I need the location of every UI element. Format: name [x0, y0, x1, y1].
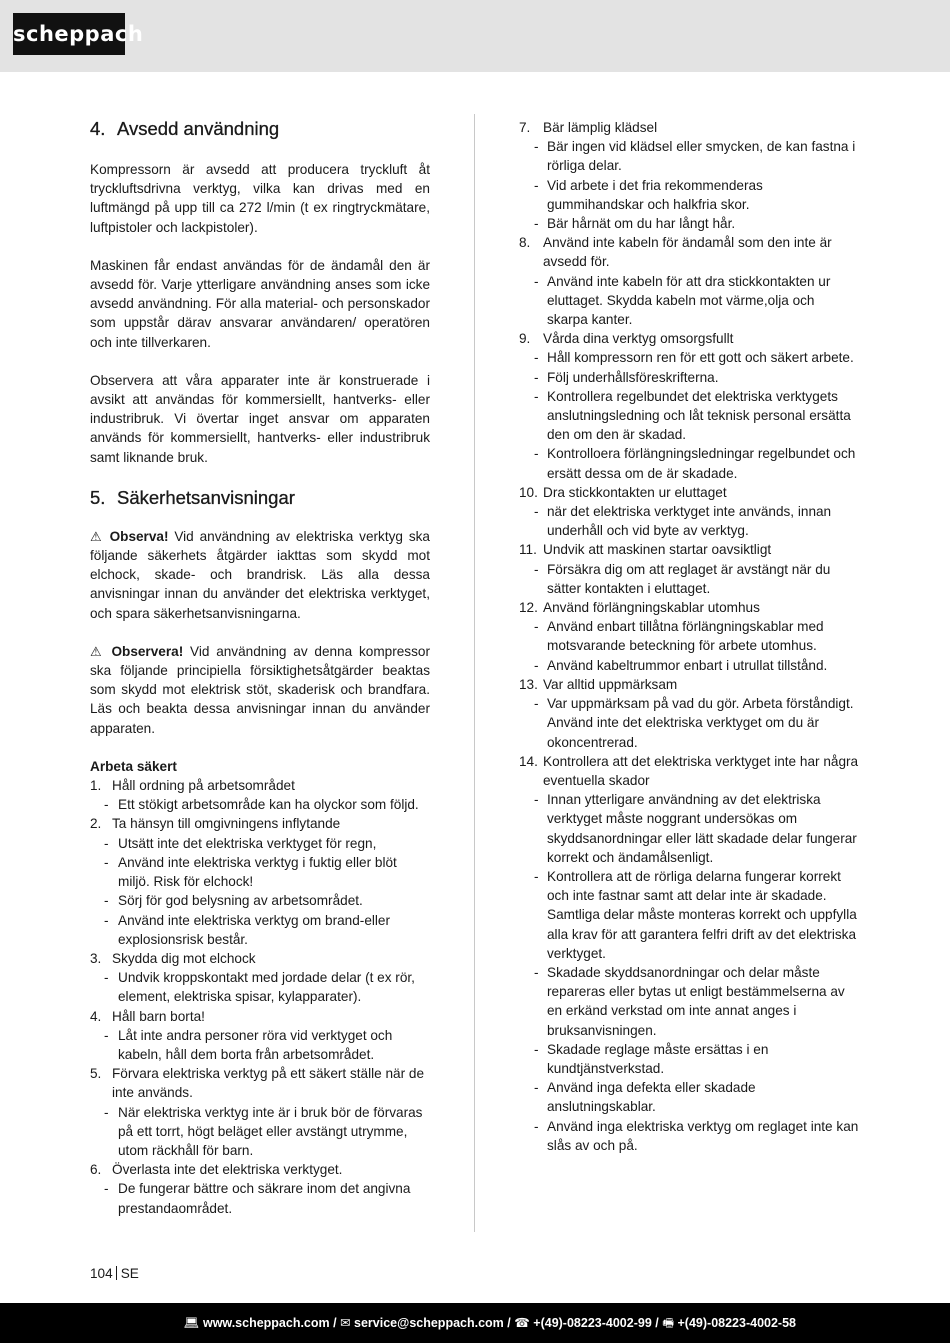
page-separator [116, 1266, 117, 1280]
list-item-number: 10. [519, 484, 538, 500]
warning-paragraph: ⚠ Observera! Vid användning av denna kompressor ska följande principiella försiktighetsåtgärder beaktas som skydd mot elektrisk stöt, skaderisk och brandfara. Läs och beakta dessa anvisningar innan du använder apparaten. [90, 643, 430, 736]
dash-bullet: - [534, 964, 539, 980]
sub-item [519, 867, 859, 963]
sub-item-text: Använd inte kabeln för att dra stickkontakten ur eluttaget. Skydda kabeln mot värme,olja och skarpa kanter. [547, 273, 831, 328]
sub-item-text: Var uppmärksam på vad du gör. Arbeta förståndigt. Använd inte det elektriska verktyget om du är okoncentrerad. [547, 696, 854, 750]
dash-bullet: - [534, 1080, 539, 1096]
email-link[interactable]: service@scheppach.com [354, 1316, 504, 1330]
sub-item [519, 368, 859, 387]
list-item-number: 4. [90, 1008, 102, 1024]
sub-item-text: De fungerar bättre och säkrare inom det angivna prestandaområdet. [118, 1181, 411, 1216]
sub-item [90, 968, 430, 1006]
list-item [90, 949, 430, 968]
right-column [519, 118, 859, 1155]
sub-item [519, 272, 859, 330]
dash-bullet: - [534, 139, 539, 155]
list-item [519, 233, 859, 271]
list-item-text: Kontrollera att det elektriska verktyget inte har några eventuella skador [543, 753, 859, 788]
sub-item [519, 1078, 859, 1116]
sub-item-text: Låt inte andra personer röra vid verktyget och kabeln, håll dem borta från arbetsområdet. [118, 1027, 393, 1062]
list-item [90, 1064, 430, 1102]
dash-bullet: - [534, 696, 539, 712]
sub-item-text: När elektriska verktyg inte är i bruk bör de förvaras på ett torrt, högt beläget eller avstängt utrymme, utom räckhåll för barn. [118, 1104, 423, 1158]
dash-bullet: - [534, 619, 539, 635]
sub-item-text: Utsätt inte det elektriska verktyget för regn, [118, 835, 377, 851]
list-item-text: Bär lämplig klädsel [543, 120, 658, 135]
sub-item [519, 1117, 859, 1155]
sub-item [519, 176, 859, 214]
sub-item-text: Använd inga elektriska verktyg om reglaget inte kan slås av och på. [547, 1118, 859, 1153]
sub-item-text: Ett stökigt arbetsområde kan ha olyckor som följd. [118, 797, 419, 813]
sub-item-text: Använd kabeltrummor enbart i utrullat tillstånd. [547, 657, 828, 673]
sub-item [519, 137, 859, 175]
paragraph: Kompressorn är avsedd att producera tryckluft åt tryckluftsdrivna verktyg, vilka kan drivas med en luftmängd på upp till ca 272 l/min (t ex ringtryckmätare, luftpistoler och lackpistoler). [90, 162, 430, 235]
sub-item [519, 656, 859, 675]
sub-item [90, 1026, 430, 1064]
dash-bullet: - [104, 893, 109, 909]
sub-item-text: Skadade reglage måste ersättas i en kundtjänstverkstad. [547, 1041, 769, 1076]
sub-item-text: Sörj för god belysning av arbetsområdet. [118, 893, 363, 909]
phone-icon: ☎ [514, 1316, 530, 1330]
sub-item-text: Innan ytterligare användning av det elektriska verktyget måste noggrant undersökas om skyddsanordningar eller lätt skadade delar fungerar korrekt och ändamålsenligt. [547, 792, 857, 865]
list-item [519, 675, 859, 694]
sub-item [90, 795, 430, 814]
sub-item-text: Kontrollera att de rörliga delarna fungerar korrekt och inte fastnar samt att delar inte är skadade. Samtliga delar måste monteras korrekt och uppfylla alla krav för att garantera felfri drift av det elektriska verktyget. [547, 868, 857, 961]
sub-item [519, 214, 859, 233]
dash-bullet: - [534, 868, 539, 884]
list-item [519, 540, 859, 559]
paragraph: Maskinen får endast användas för de ändamål den är avsedd för. Varje ytterligare användning anses som icke avsedd användning. För alla material- och personskador som uppstår därav ansvarar användaren/ operatören och inte tillverkaren. [90, 257, 430, 350]
list-item-text: Var alltid uppmärksam [543, 676, 678, 692]
sub-item-text: Håll kompressorn ren för ett gott och säkert arbete. [547, 350, 854, 366]
sub-item [90, 1179, 430, 1217]
list-item [519, 329, 859, 348]
list-item-number: 9. [519, 331, 531, 347]
computer-icon: 💻︎ [183, 1316, 200, 1330]
section-4-heading: 4. Avsedd användning [90, 118, 280, 139]
list-item [90, 814, 430, 833]
list-item [519, 118, 859, 137]
sub-item-text: Försäkra dig om att reglaget är avstängt när du sätter kontakten i eluttaget. [547, 561, 831, 596]
sub-item [90, 853, 430, 891]
dash-bullet: - [104, 835, 109, 851]
sub-item [519, 502, 859, 540]
dash-bullet: - [104, 854, 109, 870]
list-item-text: Ta hänsyn till omgivningens inflytande [112, 816, 341, 832]
sub-item [519, 348, 859, 367]
sub-item-text: Undvik kroppskontakt med jordade delar (t ex rör, element, elektriska spisar, kylapparater). [118, 970, 415, 1005]
list-item-number: 2. [90, 816, 102, 832]
sub-item-text: Bär hårnät om du har långt hår. [547, 216, 736, 232]
list-item [519, 752, 859, 790]
mail-icon: ✉ [340, 1316, 351, 1330]
list-item-number: 6. [90, 1162, 102, 1178]
list-item-number: 3. [90, 950, 102, 966]
safety-list-left [90, 776, 430, 1218]
list-item [519, 483, 859, 502]
dash-bullet: - [104, 1181, 109, 1197]
dash-bullet: - [534, 1118, 539, 1134]
list-item [90, 1007, 430, 1026]
warning-paragraph: ⚠ Observa! Vid användning av elektriska verktyg ska följande säkerhets åtgärder iakttas som skydd mot elchock, skade- och brandrisk. Läs alla dessa anvisningar innan du använder det elektriska verktyget, och spara säkerhetsanvisningarna. [90, 528, 430, 621]
dash-bullet: - [534, 273, 539, 289]
list-item [90, 1160, 430, 1179]
column-divider [474, 114, 475, 1232]
list-item-text: Skydda dig mot elchock [112, 950, 256, 966]
dash-bullet: - [534, 369, 539, 385]
dash-bullet: - [534, 216, 539, 232]
list-item-number: 7. [519, 120, 531, 135]
sub-item [90, 891, 430, 910]
fax-icon: 🖷 [662, 1316, 675, 1330]
sub-item-text: Kontrolloera förlängningsledningar regelbundet och ersätt dessa om de är skadade. [547, 446, 856, 481]
dash-bullet: - [104, 1027, 109, 1043]
list-item-number: 14. [519, 753, 538, 769]
sub-item [90, 911, 430, 949]
sub-item-text: Använd inte elektriska verktyg om brand-eller explosionsrisk består. [118, 912, 391, 947]
sub-item [519, 617, 859, 655]
sub-item-text: Använd inga defekta eller skadade anslutningskablar. [547, 1080, 756, 1115]
list-item-text: Håll barn borta! [112, 1008, 205, 1024]
sub-item-text: Använd inte elektriska verktyg i fuktig eller blöt miljö. Risk för elchock! [118, 854, 397, 890]
list-item-number: 13. [519, 676, 538, 692]
list-item-number: 1. [90, 778, 102, 794]
list-item-text: Vårda dina verktyg omsorgsfullt [543, 331, 734, 347]
list-item-text: Överlasta inte det elektriska verktyget. [112, 1162, 343, 1178]
dash-bullet: - [104, 912, 109, 928]
phone-number: +(49)-08223-4002-99 [533, 1316, 652, 1330]
list-item-text: Använd förlängningskablar utomhus [543, 600, 760, 616]
sub-item-text: Följ underhållsföreskrifterna. [547, 369, 719, 385]
sub-item-text: Bär ingen vid klädsel eller smycken, de kan fastna i rörliga delar. [547, 139, 856, 174]
dash-bullet: - [534, 388, 539, 404]
list-item [90, 776, 430, 795]
section-5-heading: 5. Säkerhetsanvisningar [90, 486, 295, 508]
safety-list-right [519, 118, 859, 1155]
page-number: 104 SE [90, 1266, 139, 1281]
sub-item-text: Kontrollera regelbundet det elektriska verktygets anslutningsledning och låt teknisk personal ersätta den om den är skadad. [547, 388, 851, 443]
dash-bullet: - [534, 350, 539, 366]
dash-bullet: - [534, 177, 539, 193]
dash-bullet: - [534, 561, 539, 577]
dash-bullet: - [104, 1104, 109, 1120]
list-item-text: Håll ordning på arbetsområdet [112, 778, 295, 794]
warning-icon: ⚠ [90, 643, 105, 659]
list-item-text: Undvik att maskinen startar oavsiktligt [543, 542, 772, 558]
sub-item-text: när det elektriska verktyget inte används, innan underhåll och vid byte av verktyg. [547, 504, 832, 539]
sub-item [519, 694, 859, 752]
list-item-number: 8. [519, 235, 531, 251]
dash-bullet: - [534, 1041, 539, 1057]
sub-item [519, 444, 859, 482]
left-column [90, 118, 430, 1218]
list-item-number: 5. [90, 1066, 102, 1082]
sub-item [519, 387, 859, 445]
warning-icon: ⚠ [90, 528, 104, 544]
sub-item [90, 834, 430, 853]
dash-bullet: - [104, 970, 109, 986]
list-item-number: 11. [519, 542, 537, 558]
list-item [519, 598, 859, 617]
page-header [0, 0, 950, 72]
sub-item [90, 1103, 430, 1161]
page-footer: 💻︎ www.scheppach.com / ✉ service@scheppach.com / ☎ +(49)-08223-4002-99 / 🖷 +(49)-08223-4002-58 [0, 1303, 950, 1343]
dash-bullet: - [534, 446, 539, 462]
website-link[interactable]: www.scheppach.com [202, 1316, 330, 1330]
scheppach-logo: scheppach [13, 13, 125, 55]
sub-item [519, 790, 859, 867]
sub-item-text: Vid arbete i det fria rekommenderas gummihandskar och halkfria skor. [547, 177, 763, 212]
list-item-number: 12. [519, 600, 538, 616]
list-item-text: Förvara elektriska verktyg på ett säkert ställe när de inte används. [112, 1066, 425, 1101]
sub-item [519, 1040, 859, 1078]
dash-bullet: - [534, 792, 539, 808]
list-item-text: Dra stickkontakten ur eluttaget [543, 484, 727, 500]
list-item-text: Använd inte kabeln för ändamål som den inte är avsedd för. [543, 235, 832, 270]
sub-item-text: Skadade skyddsanordningar och delar måste repareras eller bytas ut enligt bestämmelserna av en erkänd verkstad om inte annat anges i bruksanvisningen. [547, 964, 845, 1038]
dash-bullet: - [104, 797, 109, 813]
work-safe-heading: Arbeta säkert [90, 758, 177, 774]
fax-number: +(49)-08223-4002-58 [677, 1316, 796, 1330]
dash-bullet: - [534, 504, 539, 520]
paragraph: Observera att våra apparater inte är konstruerade i avsikt att användas för kommersiellt, hantverks- eller industribruk. Vi övertar inget ansvar om apparaten används för kommersiellt, hantverks- eller industribruk samt liknande bruk. [90, 372, 430, 465]
dash-bullet: - [534, 657, 539, 673]
sub-item [519, 560, 859, 598]
sub-item-text: Använd enbart tillåtna förlängningskablar med motsvarande beteckning för arbete utomhus. [547, 619, 824, 654]
sub-item [519, 963, 859, 1040]
